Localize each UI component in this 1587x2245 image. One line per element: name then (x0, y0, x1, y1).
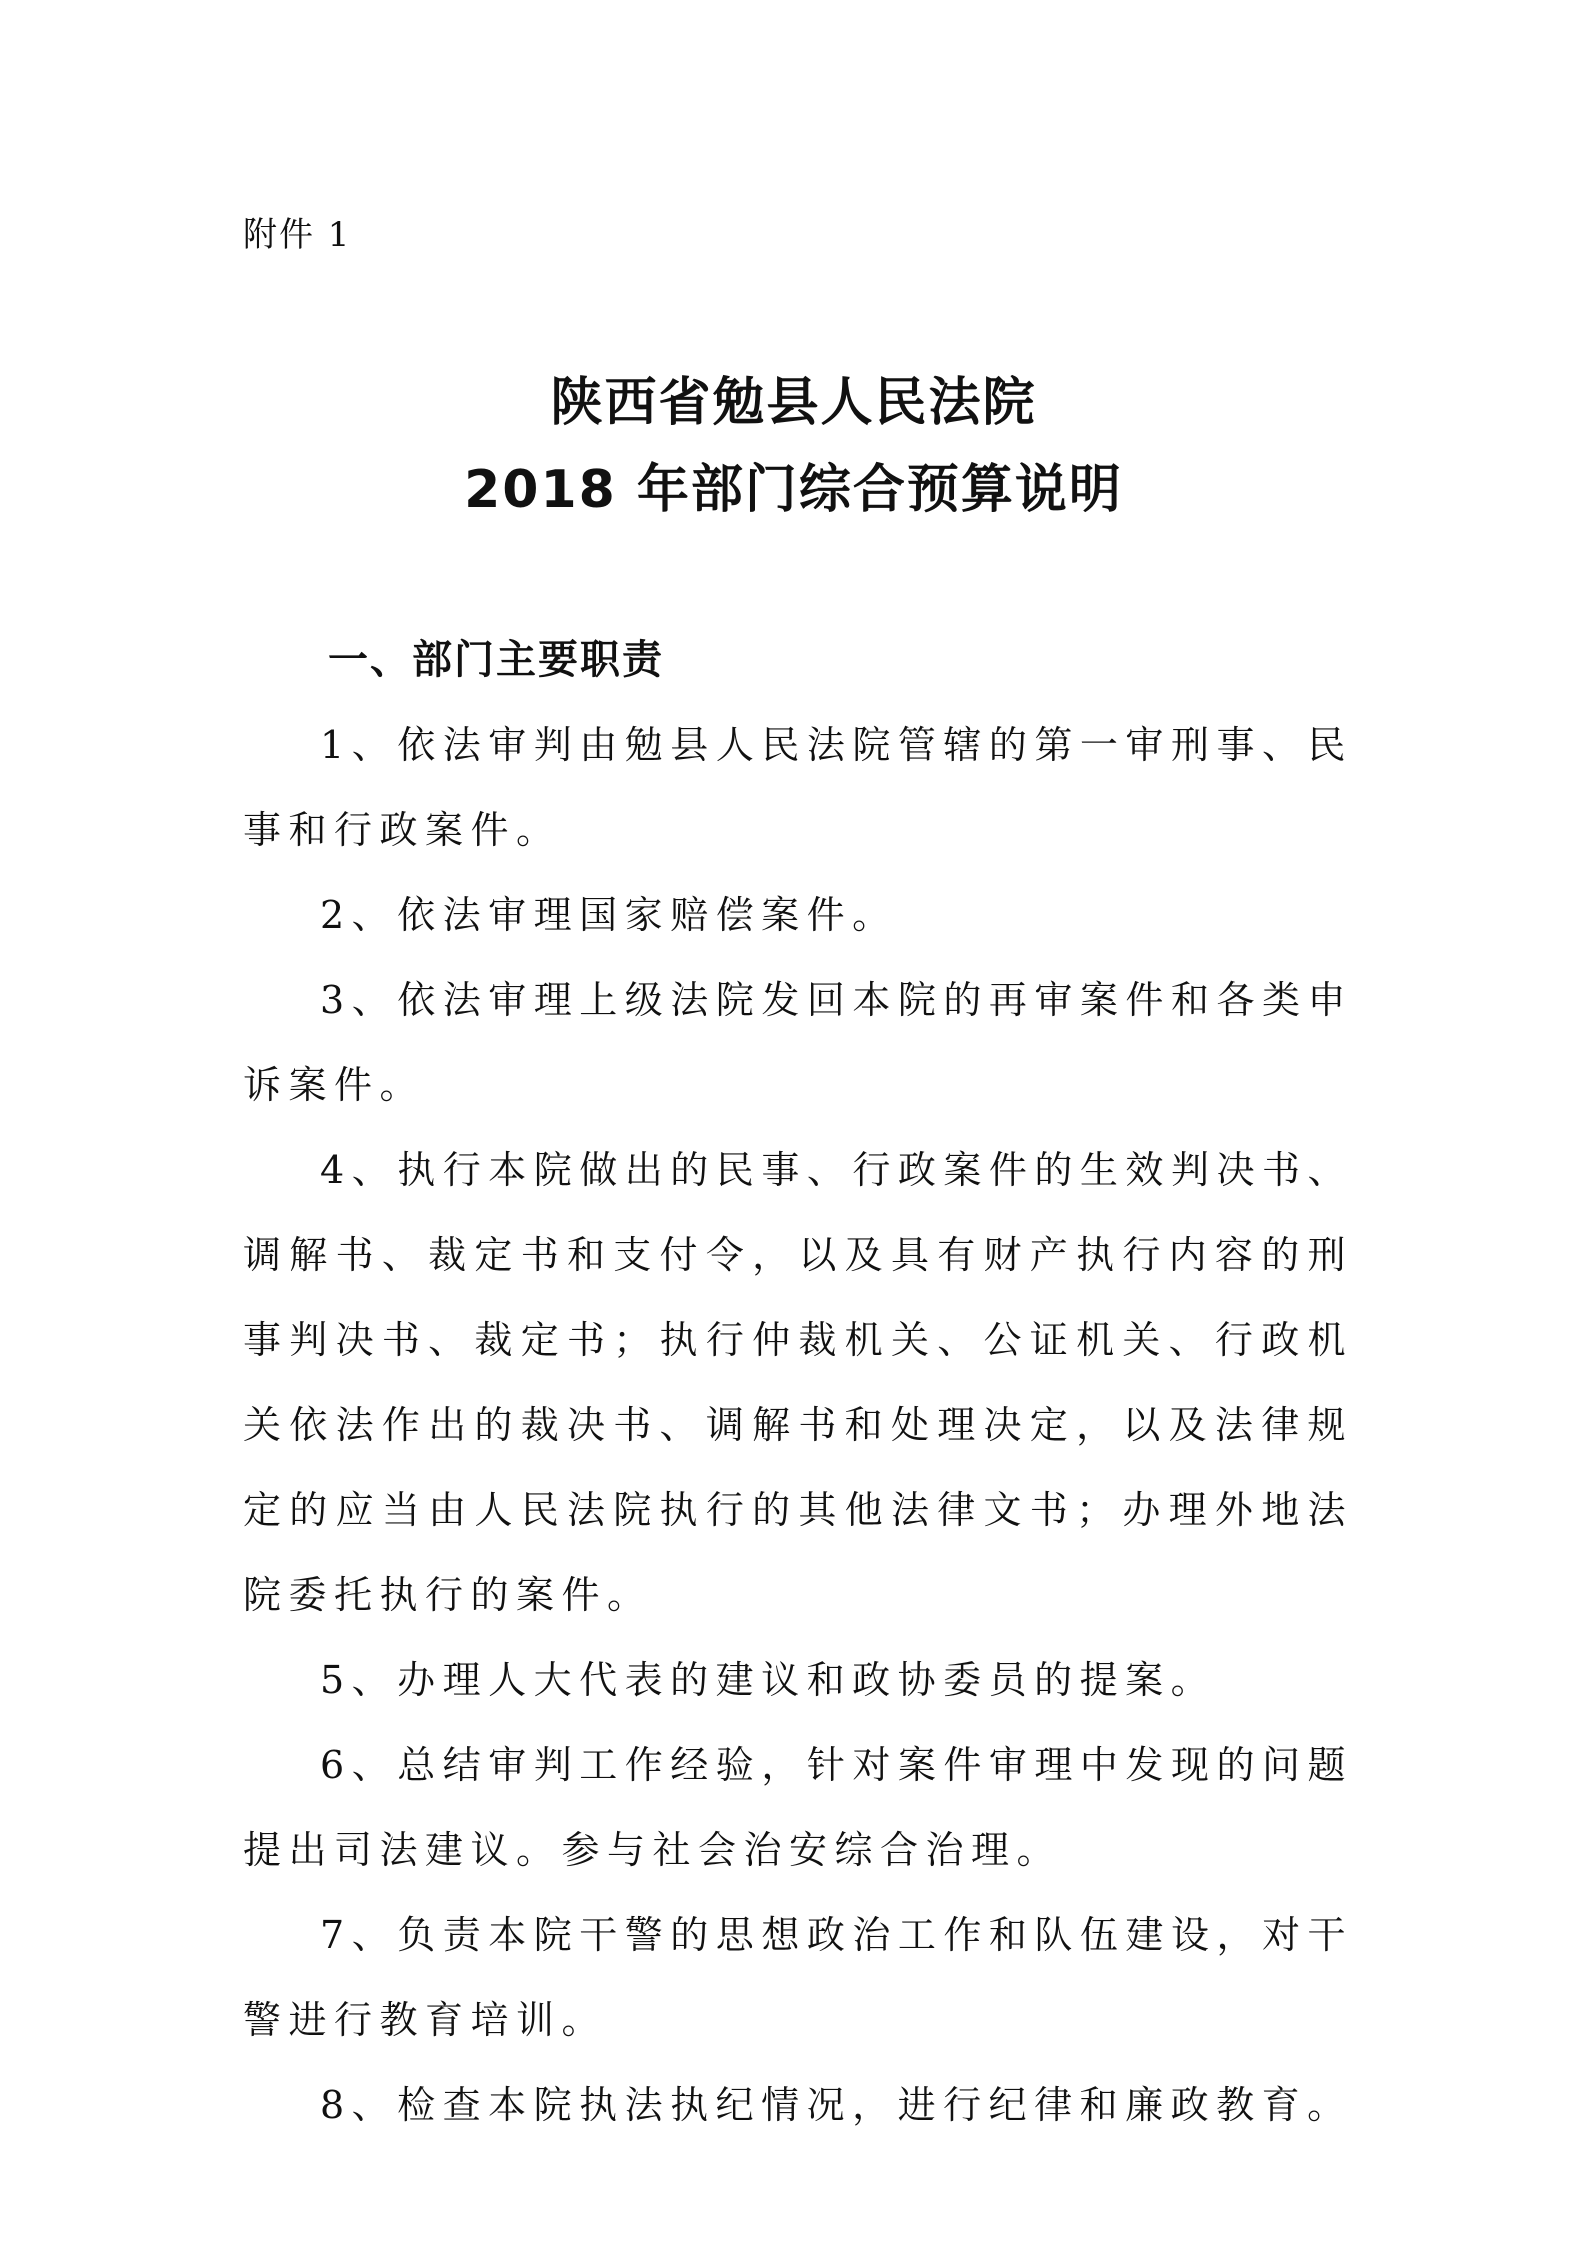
document-title-line-1: 陕西省勉县人民法院 (550, 373, 1037, 433)
attachment-label: 附件 1 (243, 215, 352, 255)
duty-item-3: 3、依法审理上级法院发回本院的再审案件和各类申诉案件。 (243, 978, 1353, 1107)
section-heading: 一、部门主要职责 (328, 637, 664, 683)
duty-item-1: 1、依法审判由勉县人民法院管辖的第一审刑事、民事和行政案件。 (243, 723, 1353, 852)
document-title-line-2: 2018 年部门综合预算说明 (464, 460, 1123, 520)
duty-item-8: 8、检查本院执法执纪情况，进行纪律和廉政教育。 (320, 2083, 1353, 2127)
duty-item-5: 5、办理人大代表的建议和政协委员的提案。 (320, 1658, 1217, 1702)
duty-item-2: 2、依法审理国家赔偿案件。 (320, 893, 898, 937)
duty-item-6: 6、总结审判工作经验，针对案件审理中发现的问题提出司法建议。参与社会治安综合治理。 (243, 1743, 1353, 1872)
document-body (243, 618, 1353, 2148)
duty-item-7: 7、负责本院干警的思想政治工作和队伍建设，对干警进行教育培训。 (243, 1913, 1353, 2042)
duty-item-4: 4、执行本院做出的民事、行政案件的生效判决书、调解书、裁定书和支付令，以及具有财产执行内容的刑事判决书、裁定书；执行仲裁机关、公证机关、行政机关依法作出的裁决书、调解书和处理决定，以及法律规定的应当由人民法院执行的其他法律文书；办理外地法院委托执行的案件。 (243, 1148, 1353, 1617)
